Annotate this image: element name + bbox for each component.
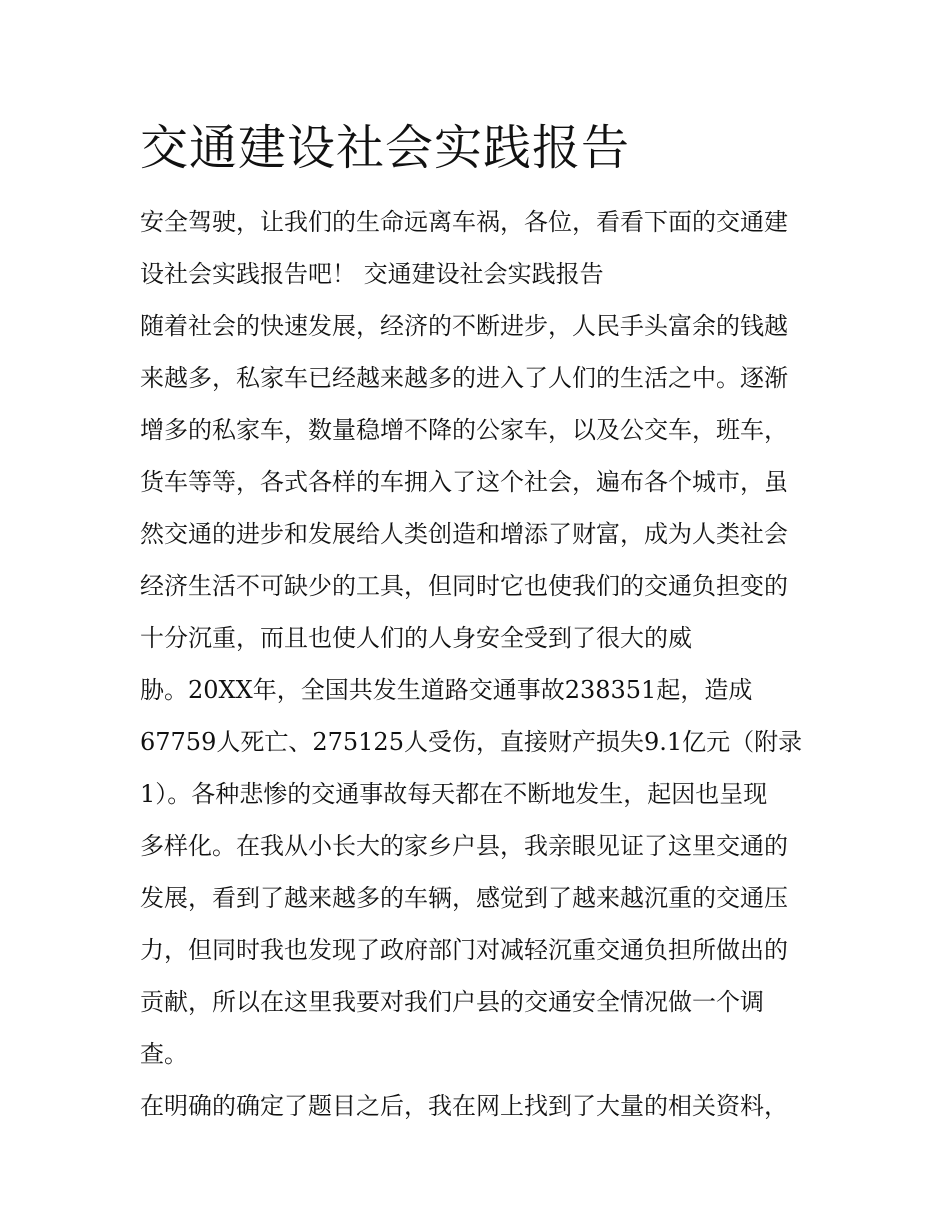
body-line: 安全驾驶，让我们的生命远离车祸，各位，看看下面的交通建 [140, 208, 788, 236]
body-line: 增多的私家车，数量稳增不降的公家车，以及公交车，班车， [140, 416, 788, 444]
body-line: 来越多，私家车已经越来越多的进入了人们的生活之中。逐渐 [140, 364, 788, 392]
body-line: 胁。20XX年，全国共发生道路交通事故238351起，造成 [140, 676, 753, 704]
body-line: 67759人死亡、275125人受伤，直接财产损失9.1亿元（附录 [140, 728, 803, 756]
body-line: 货车等等，各式各样的车拥入了这个社会，遍布各个城市，虽 [140, 468, 788, 496]
body-line: 1）。各种悲惨的交通事故每天都在不断地发生，起因也呈现 [140, 780, 768, 808]
body-line: 发展，看到了越来越多的车辆，感觉到了越来越沉重的交通压 [140, 884, 788, 912]
body-line: 查。 [140, 1040, 188, 1068]
body-line: 经济生活不可缺少的工具，但同时它也使我们的交通负担变的 [140, 572, 788, 600]
document-title: 交通建设社会实践报告 [140, 120, 631, 176]
body-line: 随着社会的快速发展，经济的不断进步，人民手头富余的钱越 [140, 312, 788, 340]
body-line: 贡献，所以在这里我要对我们户县的交通安全情况做一个调 [140, 988, 764, 1016]
body-line: 然交通的进步和发展给人类创造和增添了财富，成为人类社会 [140, 520, 788, 548]
body-line: 在明确的确定了题目之后，我在网上找到了大量的相关资料， [140, 1092, 788, 1120]
body-line: 设社会实践报告吧！ 交通建设社会实践报告 [140, 260, 604, 288]
body-line: 十分沉重，而且也使人们的人身安全受到了很大的威 [140, 624, 692, 652]
body-line: 多样化。在我从小长大的家乡户县，我亲眼见证了这里交通的 [140, 832, 788, 860]
body-line: 力，但同时我也发现了政府部门对减轻沉重交通负担所做出的 [140, 936, 788, 964]
